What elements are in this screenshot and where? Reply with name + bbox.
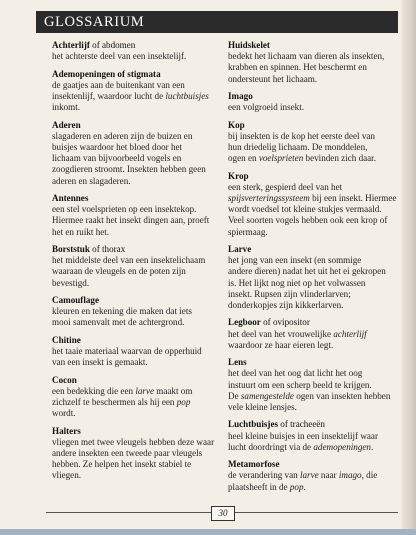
glossary-definition-line: insekt. Rupsen zijn vlinderlarven; bbox=[228, 288, 351, 299]
glossary-definition-line: het achterste deel van een insektelijf. bbox=[52, 51, 187, 62]
glossary-entry bbox=[52, 120, 222, 187]
page-title: GLOSSARIUM bbox=[44, 14, 145, 30]
glossary-definition-line: waaraan de vleugels en de poten zijn bbox=[52, 266, 186, 277]
glossary-term: Antennes bbox=[52, 193, 89, 203]
glossary-definition-line: lucht doordringt via de ademopeningen. bbox=[228, 441, 374, 452]
glossary-term: Lens bbox=[228, 357, 247, 368]
glossary-entry bbox=[52, 40, 222, 62]
glossary-entry bbox=[228, 120, 398, 165]
glossary-term: Ademopeningen of stigmata bbox=[52, 68, 161, 79]
glossary-column-right bbox=[228, 40, 398, 499]
glossary-entry bbox=[228, 459, 398, 493]
glossary-term-alias: of thorax bbox=[89, 244, 126, 254]
glossary-entry bbox=[228, 171, 398, 238]
glossary-term: Halters bbox=[52, 425, 81, 436]
glossary-term: Cocon bbox=[52, 374, 77, 385]
glossary-entry bbox=[228, 91, 398, 113]
glossary-definition-line: donderkopjes zijn kikkerlarven. bbox=[228, 300, 344, 311]
glossary-definition-line: zichzelf te beschermen als hij een pop bbox=[52, 397, 191, 407]
glossary-definition-line: een sterk, gespierd deel van het bbox=[228, 181, 343, 192]
glossary-definition-line: het middelste deel van een insektelichaam bbox=[52, 255, 206, 266]
glossary-definition-line: inkomt. bbox=[52, 102, 81, 113]
glossary-term-alias: of abdomen bbox=[89, 40, 136, 50]
glossary-definition-line: van een insekt is gemaakt. bbox=[52, 357, 148, 368]
glossary-definition-line: spiermaag. bbox=[228, 226, 268, 237]
glossary-definition-line: Hiermee raakt het insekt dingen aan, proeft bbox=[52, 215, 210, 226]
glossary-definition-line: instuurt om een scherp beeld te krijgen. bbox=[228, 379, 372, 390]
glossary-entry bbox=[52, 375, 222, 420]
glossary-definition-line: Veel soorten vogels hebben ook een krop of bbox=[228, 215, 388, 226]
glossary-entry bbox=[228, 357, 398, 413]
glossary-term: Larve bbox=[228, 244, 252, 254]
glossary-definition-line: bevestigd. bbox=[52, 277, 90, 288]
glossary-definition-line: wordt voedsel tot kleine stukjes vermaald. bbox=[228, 204, 382, 215]
glossary-entry bbox=[228, 40, 398, 85]
glossary-entry bbox=[52, 295, 222, 329]
glossary-definition-line: andere insekten een tweede paar vleugels bbox=[52, 448, 203, 458]
glossary-entry bbox=[52, 193, 222, 238]
glossary-definition-line: ogen en voelsprieten bevinden zich daar. bbox=[228, 153, 376, 164]
glossary-definition-line: zoogdieren stroomt. Insekten hebben geen bbox=[52, 164, 206, 175]
glossary-term: Borststuk of thorax bbox=[52, 244, 126, 254]
glossary-term-alias: of tracheeën bbox=[278, 419, 325, 430]
glossary-definition-line: een stel voelsprieten op een insektekop. bbox=[52, 204, 197, 215]
glossary-definition-line: kleuren en tekening die maken dat iets bbox=[52, 306, 192, 317]
glossary-term: Achterlijf of abdomen bbox=[52, 40, 136, 50]
glossary-definition-line: vele kleine lensjes. bbox=[228, 402, 297, 413]
glossary-definition-line: buisjes waardoor het bloed door het bbox=[52, 142, 183, 152]
glossary-definition-line: een bedekking die een larve maakt om bbox=[52, 385, 193, 396]
glossary-definition-line: hebben. Ze helpen het insekt stabiel te bbox=[52, 459, 192, 470]
glossary-definition-line: is. Het lijkt nog niet op het volwassen bbox=[228, 277, 366, 288]
glossary-definition-line: andere dieren) nadat het uit het ei gekropen bbox=[228, 266, 386, 277]
glossary-definition-line: wordt. bbox=[52, 408, 76, 419]
glossary-definition-line: hun driedelig lichaam. De monddelen, bbox=[228, 142, 368, 152]
glossary-definition-line: heel kleine buisjes in een insektelijf waar bbox=[228, 430, 378, 441]
glossary-entry bbox=[52, 426, 222, 482]
glossary-entry bbox=[228, 244, 398, 311]
glossary-term: Camouflage bbox=[52, 295, 99, 305]
glossary-definition-line: het en ruikt het. bbox=[52, 226, 110, 237]
glossary-column-left bbox=[52, 40, 222, 488]
glossary-term: Luchtbuisjes of tracheeën bbox=[228, 419, 325, 430]
glossary-entry bbox=[228, 419, 398, 453]
page-number: 30 bbox=[211, 506, 235, 521]
glossary-definition-line: het jong van een insekt (en sommige bbox=[228, 255, 362, 266]
glossary-definition-line: aderen en slagaderen. bbox=[52, 175, 131, 186]
glossary-definition-line: een volgroeid insekt. bbox=[228, 102, 305, 113]
glossary-definition-line: slagaderen en aderen zijn de buizen en bbox=[52, 130, 193, 141]
glossary-term: Kop bbox=[228, 119, 245, 130]
glossary-definition-line: het deel van het vrouwelijke achterlijf bbox=[228, 328, 367, 339]
glossary-term-alias: of ovipositor bbox=[260, 317, 310, 328]
glossary-definition-line: waardoor ze haar eieren legt. bbox=[228, 339, 334, 350]
glossary-entry bbox=[52, 335, 222, 369]
glossary-definition-line: plaatsheeft in de pop. bbox=[228, 481, 306, 492]
glossary-entry bbox=[52, 244, 222, 289]
glossary-term: Metamorfose bbox=[228, 459, 280, 470]
glossary-term: Aderen bbox=[52, 119, 81, 130]
glossary-definition-line: lichaam van bijvoorbeeld vogels en bbox=[52, 153, 182, 164]
glossary-definition-line: vliegen met twee vleugels hebben deze waar bbox=[52, 436, 215, 447]
glossary-definition-line: mooi samenvalt met de achtergrond. bbox=[52, 317, 185, 328]
glossary-definition-line: bij insekten is de kop het eerste deel van bbox=[228, 130, 375, 141]
glossary-definition-line: ondersteunt het lichaam. bbox=[228, 73, 318, 84]
glossary-definition-line: het deel van het oog dat licht het oog bbox=[228, 368, 363, 379]
glossary-term: Chitine bbox=[52, 334, 81, 345]
glossary-definition-line: krabben en spinnen. Het beschermt en bbox=[228, 62, 367, 73]
glossary-term: Krop bbox=[228, 170, 249, 181]
page-bottom-edge bbox=[0, 529, 416, 535]
glossary-definition-line: vliegen. bbox=[52, 470, 82, 481]
glossary-entry bbox=[52, 69, 222, 114]
glossary-definition-line: de gaatjes aan de buitenkant van een bbox=[52, 79, 185, 90]
glossary-definition-line: het taaie materiaal waarvan de opperhuid bbox=[52, 346, 202, 356]
glossary-definition-line: spijsverteringssysteem bij een insekt. Hiermee bbox=[228, 193, 397, 203]
glossary-definition-line: insektenlijf, waardoor lucht de luchtbuisjes bbox=[52, 91, 209, 101]
glossary-term: Huidskelet bbox=[228, 40, 270, 50]
page-edge bbox=[402, 0, 416, 535]
glossary-entry bbox=[228, 317, 398, 351]
glossary-term: Legboor of ovipositor bbox=[228, 317, 310, 328]
glossary-definition-line: bedekt het lichaam van dieren als insekten, bbox=[228, 51, 385, 62]
glossary-term: Imago bbox=[228, 91, 253, 101]
glossary-definition-line: De samengestelde ogen van insekten hebben bbox=[228, 390, 391, 401]
glossary-definition-line: de verandering van larve naar imago, die bbox=[228, 470, 378, 481]
